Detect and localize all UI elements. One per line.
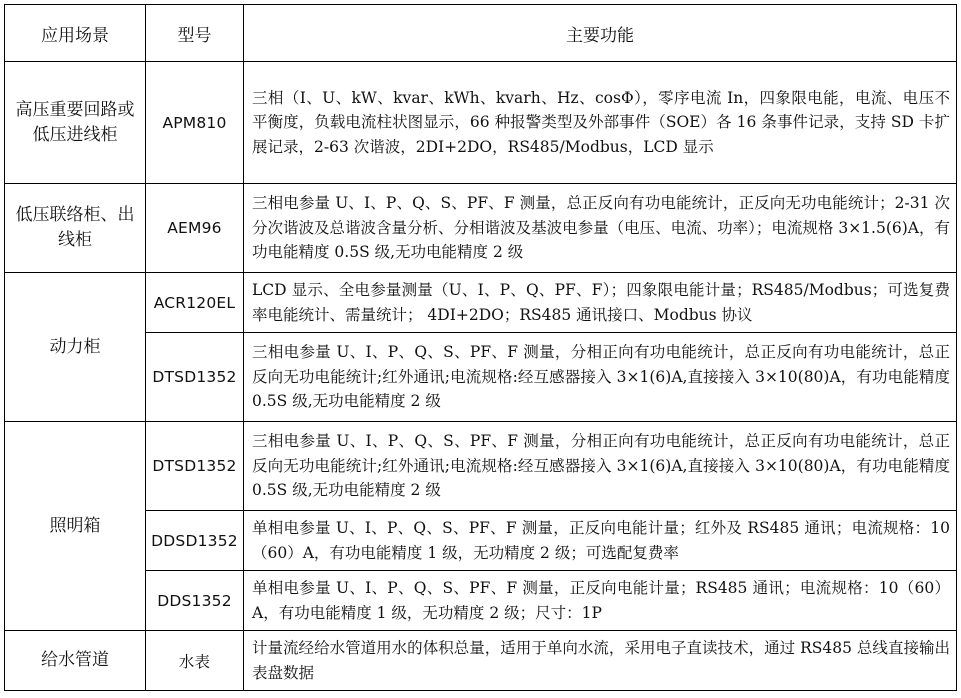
function-cell: 三相（I、U、kW、kvar、kWh、kvarh、Hz、cosΦ），零序电流 In，四象限电能，电流、电压不平衡度，负载电流柱状图显示，66 种报警类型及外部事件（SOE）各 16 条事件记录，支持 SD 卡扩展记录，2-63 次谐波，2DI+2DO，RS485/Modbus，LCD 显示 xyxy=(244,62,957,184)
table-row xyxy=(5,422,957,511)
function-cell: 三相电参量 U、I、P、Q、S、PF、F 测量，总正反向有功电能统计，正反向无功电能统计；2-31 次分次谐波及总谐波含量分析、分相谐波及基波电参量（电压、电流、功率）；电流规格 3×1.5(6)A，有功电能精度 0.5S 级,无功电能精度 2 级 xyxy=(244,184,957,273)
scene-cell: 给水管道 xyxy=(5,631,146,691)
model-cell: APM810 xyxy=(146,62,244,184)
header-function: 主要功能 xyxy=(244,5,957,62)
model-cell: DDSD1352 xyxy=(146,511,244,571)
table-row xyxy=(5,184,957,273)
model-cell: 水表 xyxy=(146,631,244,691)
model-cell: AEM96 xyxy=(146,184,244,273)
scene-cell xyxy=(5,62,146,184)
function-cell: 计量流经给水管道用水的体积总量，适用于单向水流，采用电子直读技术，通过 RS485 总线直接输出表盘数据 xyxy=(244,631,957,691)
scene-cell xyxy=(5,184,146,273)
scene-cell: 动力柜 xyxy=(5,273,146,422)
function-cell: 三相电参量 U、I、P、Q、S、PF、F 测量，分相正向有功电能统计，总正反向有功电能统计，总正反向无功电能统计;红外通讯;电流规格:经互感器接入 3×1(6)A,直接接入 3×10(80)A，有功电能精度 0.5S 级,无功电能精度 2 级 xyxy=(244,333,957,422)
header-row xyxy=(5,5,957,62)
table-row xyxy=(5,333,957,422)
scene-cell: 照明箱 xyxy=(5,422,146,631)
function-cell: LCD 显示、全电参量测量（U、I、P、Q、PF、F）；四象限电能计量；RS485/Modbus；可选复费率电能统计、需量统计； 4DI+2DO；RS485 通讯接口、Modbus 协议 xyxy=(244,273,957,333)
table-row xyxy=(5,62,957,184)
model-cell: DTSD1352 xyxy=(146,422,244,511)
header-model: 型号 xyxy=(146,5,244,62)
model-cell: ACR120EL xyxy=(146,273,244,333)
function-spec-table xyxy=(4,4,957,691)
table-row xyxy=(5,571,957,631)
table-row xyxy=(5,631,957,691)
table-row xyxy=(5,511,957,571)
header-scene: 应用场景 xyxy=(5,5,146,62)
table-row xyxy=(5,273,957,333)
function-cell: 单相电参量 U、I、P、Q、S、PF、F 测量，正反向电能计量；RS485 通讯；电流规格：10（60）A，有功电能精度 1 级，无功精度 2 级；尺寸：1P xyxy=(244,571,957,631)
scene-label: 高压重要回路或低压进线柜 xyxy=(15,99,135,145)
model-cell: DDS1352 xyxy=(146,571,244,631)
function-cell: 三相电参量 U、I、P、Q、S、PF、F 测量，分相正向有功电能统计，总正反向有功电能统计，总正反向无功电能统计;红外通讯;电流规格:经互感器接入 3×1(6)A,直接接入 3×10(80)A，有功电能精度 0.5S 级,无功电能精度 2 级 xyxy=(244,422,957,511)
scene-label: 低压联络柜、出线柜 xyxy=(15,205,135,250)
function-cell: 单相电参量 U、I、P、Q、S、PF、F 测量，正反向电能计量；红外及 RS485 通讯；电流规格：10（60）A，有功电能精度 1 级，无功精度 2 级；可选配复费率 xyxy=(244,511,957,571)
model-cell: DTSD1352 xyxy=(146,333,244,422)
